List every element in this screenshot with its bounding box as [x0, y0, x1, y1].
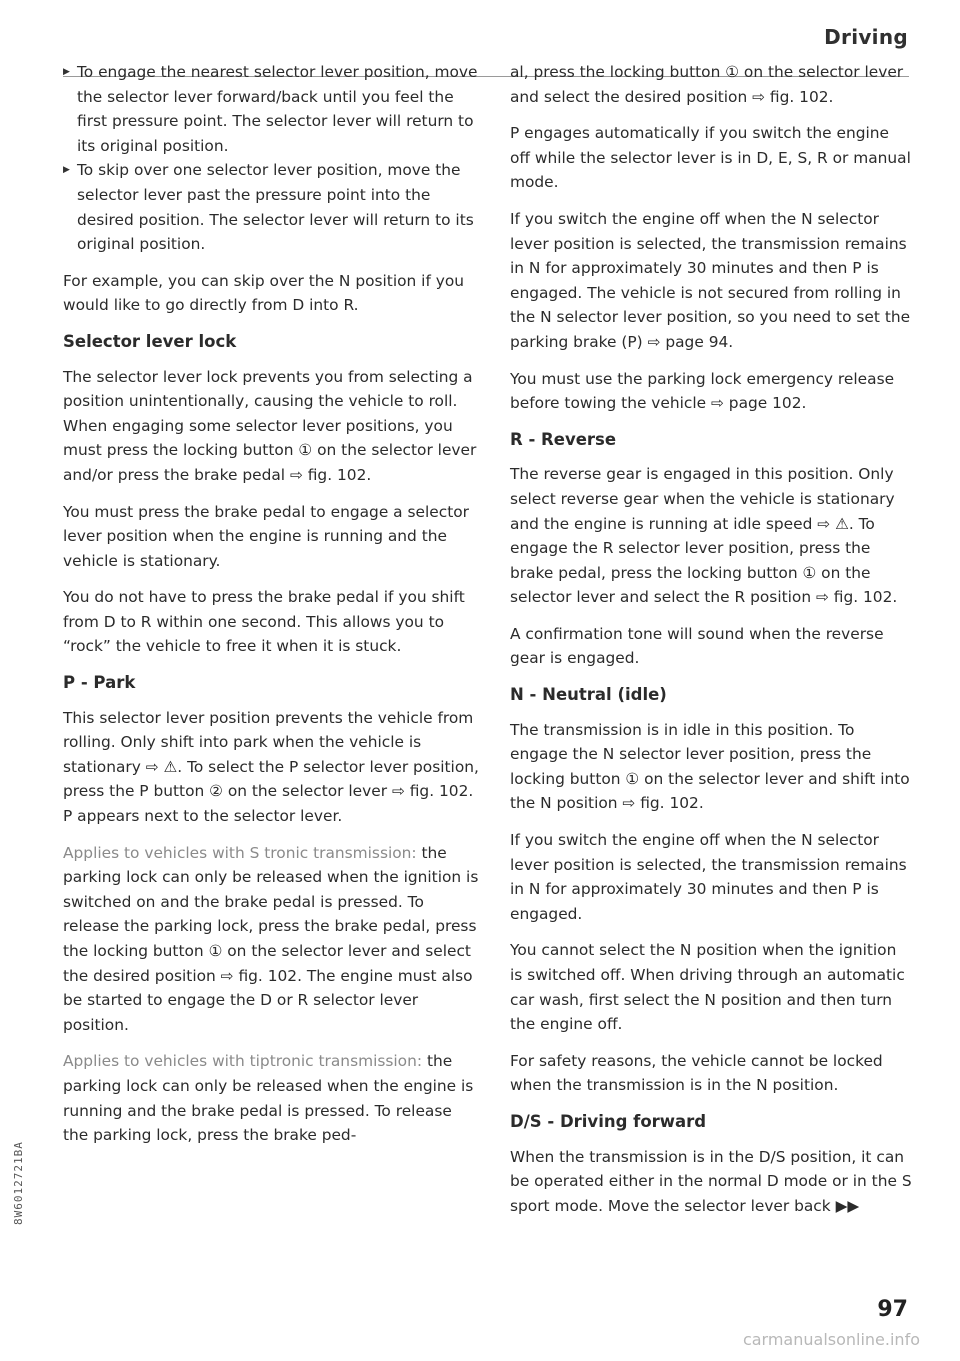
heading-driving-forward: D/S - Driving forward	[510, 1111, 707, 1131]
heading-reverse: R - Reverse	[510, 429, 617, 449]
applicability-note	[63, 841, 481, 1038]
document-code: 8W6012721BA	[12, 1141, 25, 1225]
applicability-label: Applies to vehicles with tiptronic transmission:	[63, 1052, 423, 1071]
paragraph: You do not have to press the brake pedal if you shift from D to R within one second. This allows you to “rock” the vehicle to free it when it is stuck.	[63, 588, 465, 656]
applicability-label: Applies to vehicles with S tronic transmission:	[63, 843, 417, 862]
heading-selector-lever-lock: Selector lever lock	[63, 331, 237, 351]
section-title: Driving	[824, 25, 908, 49]
paragraph: al, press the locking button ① on the selector lever and select the desired position ⇨ fig. 102.	[510, 63, 904, 106]
paragraph: A confirmation tone will sound when the reverse gear is engaged.	[510, 624, 884, 668]
paragraph: For example, you can skip over the N position if you would like to go directly from D into R.	[63, 271, 465, 315]
instruction-bullet: ▶ To engage the nearest selector lever position, move the selector lever forward/back until you feel the first pressure point. The selector lever will return to its original position.	[63, 60, 481, 158]
paragraph: This selector lever position prevents the vehicle from rolling. Only shift into park when the vehicle is stationary ⇨ ⚠. To select the P selector lever position, press the P button ② on the selector lever ⇨ fig. 102. P appears next to the selector lever.	[63, 708, 479, 826]
paragraph: The reverse gear is engaged in this position. Only select reverse gear when the vehicle is stationary and the engine is running at idle speed ⇨ ⚠. To engage the R selector lever position, press the brake pedal, press the locking button ① on the selector lever and select the R position ⇨ fig. 102.	[510, 465, 898, 607]
paragraph: P engages automatically if you switch the engine off while the selector lever is in D, E, S, R or manual mode.	[510, 124, 911, 192]
paragraph: The transmission is in idle in this position. To engage the N selector lever position, press the locking button ① on the selector lever and shift into the N position ⇨ fig. 102.	[510, 720, 910, 813]
instruction-bullet: ▶ To skip over one selector lever position, move the selector lever past the pressure point into the desired position. The selector lever will return to its original position.	[63, 158, 481, 256]
paragraph: The selector lever lock prevents you from selecting a position unintentionally, causing the vehicle to roll. When engaging some selector lever positions, you must press the locking button ① on the selector lever and/or press the brake pedal ⇨ fig. 102.	[63, 367, 477, 484]
paragraph: If you switch the engine off when the N selector lever position is selected, the transmission remains in N for approximately 30 minutes and then P is engaged.	[510, 831, 907, 923]
paragraph: If you switch the engine off when the N selector lever position is selected, the transmission remains in N for approximately 30 minutes and then P is engaged. The vehicle is not secured from rolling in the N selector lever position, so you need to set the parking brake (P) ⇨ page 94.	[510, 209, 911, 351]
heading-park: P - Park	[63, 673, 136, 693]
right-column	[510, 60, 912, 1230]
heading-neutral: N - Neutral (idle)	[510, 685, 667, 705]
left-column	[63, 60, 481, 1160]
paragraph: You must use the parking lock emergency release before towing the vehicle ⇨ page 102.	[510, 369, 895, 413]
applicability-text: the parking lock can only be released when the ignition is switched on and the brake pedal is pressed. To release the parking lock, press the brake pedal, press the locking button ① on the selector lever and select the desired position ⇨ fig. 102. The engine must also be started to engage the D or R selector lever position.	[63, 843, 479, 1034]
paragraph: You must press the brake pedal to engage a selector lever position when the engine is running and the vehicle is stationary.	[63, 502, 469, 570]
paragraph: When the transmission is in the D/S position, it can be operated either in the normal D mode or in the S sport mode. Move the selector lever back ▶▶	[510, 1147, 912, 1215]
page-number: 97	[877, 1297, 908, 1322]
paragraph: For safety reasons, the vehicle cannot be locked when the transmission is in the N position.	[510, 1051, 883, 1095]
watermark: carmanualsonline.info	[742, 1330, 920, 1349]
paragraph: You cannot select the N position when the ignition is switched off. When driving through an automatic car wash, first select the N position and then turn the engine off.	[510, 941, 905, 1034]
applicability-note	[63, 1049, 481, 1147]
applicability-text: the parking lock can only be released when the engine is running and the brake pedal is pressed. To release the parking lock, press the brake ped-	[63, 1052, 474, 1145]
